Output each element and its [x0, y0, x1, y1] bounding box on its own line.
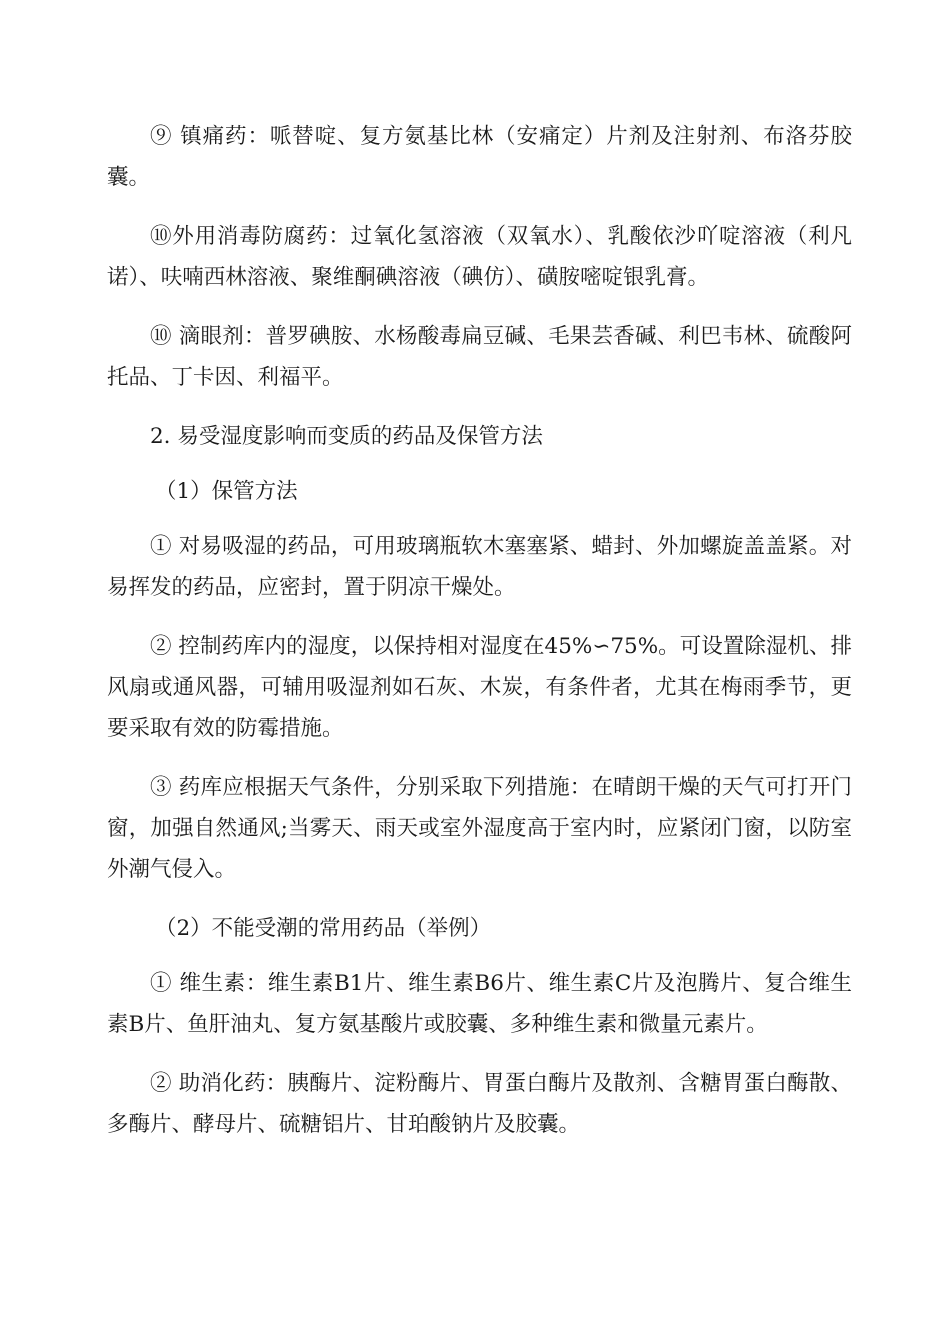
- paragraph-storage-method-1: ① 对易吸湿的药品，可用玻璃瓶软木塞塞紧、蜡封、外加螺旋盖盖紧。对易挥发的药品，应密封，置于阴凉干燥处。: [107, 534, 852, 600]
- paragraph-digestive-aids: ② 助消化药：胰酶片、淀粉酶片、胃蛋白酶片及散剂、含糖胃蛋白酶散、多酶片、酵母片、硫糖铝片、甘珀酸钠片及胶囊。: [107, 1071, 852, 1137]
- paragraph-disinfectants: ⑩外用消毒防腐药：过氧化氢溶液（双氧水）、乳酸依沙吖啶溶液（利凡诺）、呋喃西林溶液、聚维酮碘溶液（碘仿）、磺胺嘧啶银乳膏。: [107, 224, 852, 290]
- paragraph-eye-drops: ⑩ 滴眼剂：普罗碘胺、水杨酸毒扁豆碱、毛果芸香碱、利巴韦林、硫酸阿托品、丁卡因、利福平。: [107, 324, 852, 390]
- paragraph-storage-method-2: ② 控制药库内的湿度，以保持相对湿度在45%∽75%。可设置除湿机、排风扇或通风器，可辅用吸湿剂如石灰、木炭，有条件者，尤其在梅雨季节，更要采取有效的防霉措施。: [107, 634, 852, 741]
- subsection-heading-moisture-sensitive-drugs: （2）不能受潮的常用药品（举例）: [155, 916, 492, 941]
- document-body: [107, 116, 852, 1163]
- paragraph-storage-method-3: ③ 药库应根据天气条件，分别采取下列措施：在晴朗干燥的天气可打开门窗，加强自然通风;当雾天、雨天或室外湿度高于室内时，应紧闭门窗，以防室外潮气侵入。: [107, 775, 852, 882]
- section-heading-humidity: 2. 易受湿度影响而变质的药品及保管方法: [150, 424, 543, 449]
- paragraph-analgesics: ⑨ 镇痛药：哌替啶、复方氨基比林（安痛定）片剂及注射剂、布洛芬胶囊。: [107, 124, 852, 190]
- subsection-heading-storage-methods: （1）保管方法: [155, 479, 298, 504]
- paragraph-vitamins: ① 维生素：维生素B1片、维生素B6片、维生素C片及泡腾片、复合维生素B片、鱼肝油丸、复方氨基酸片或胶囊、多种维生素和微量元素片。: [107, 971, 852, 1037]
